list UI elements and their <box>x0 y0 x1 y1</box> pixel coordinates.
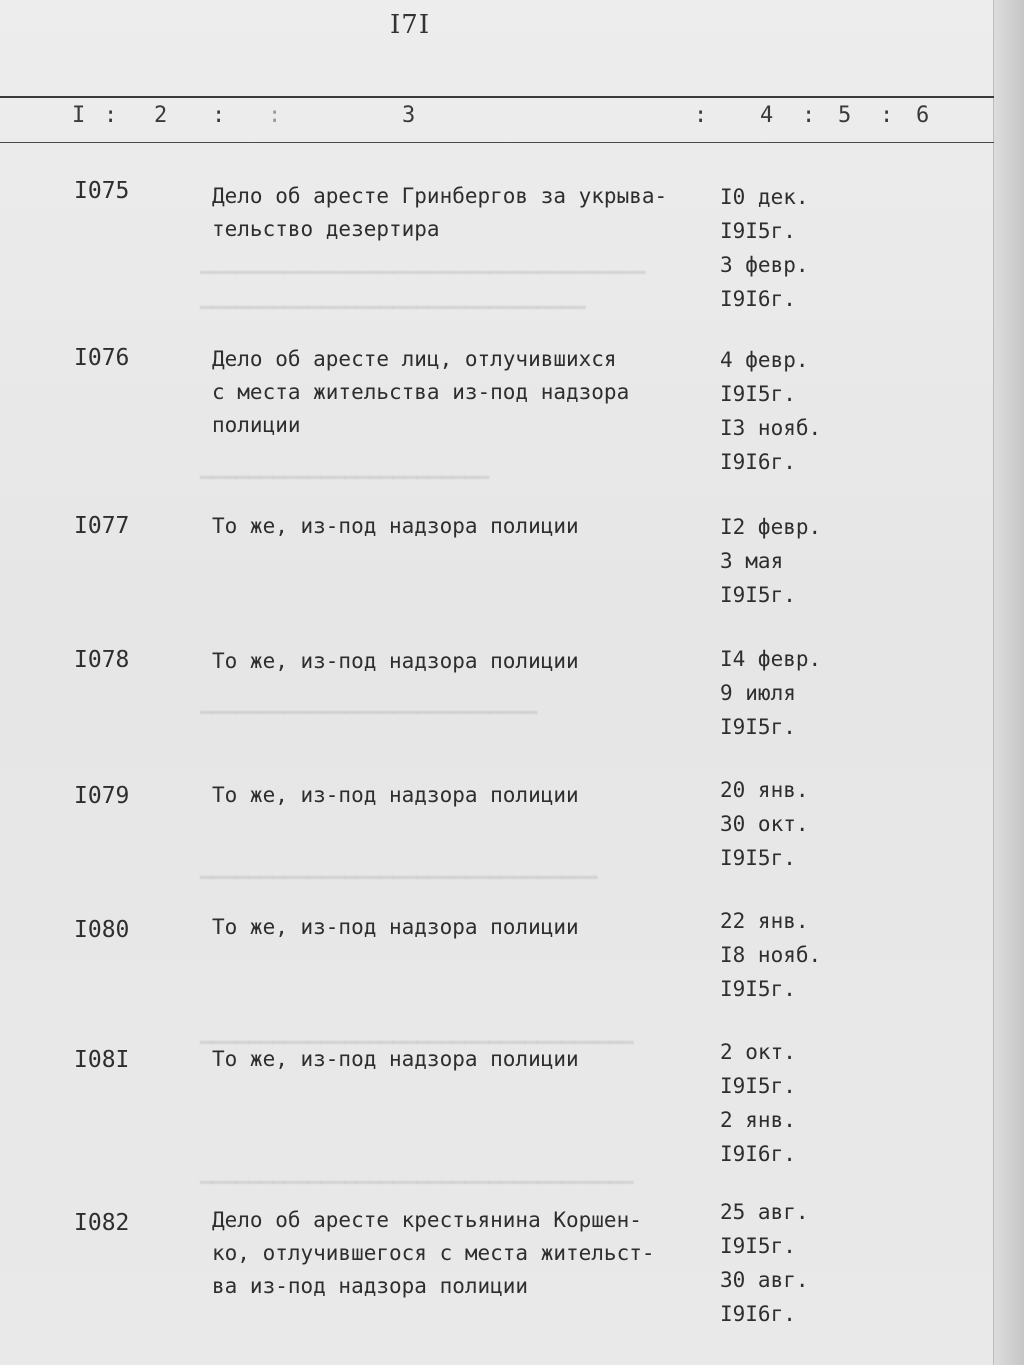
entry-dates <box>720 1035 850 1171</box>
bleed-through: ▁▁▁▁▁▁▁▁▁▁▁▁▁▁▁▁▁▁▁▁▁▁▁▁▁▁▁▁▁▁▁▁▁▁▁▁▁ <box>200 250 646 274</box>
page-edge <box>993 0 1024 1365</box>
column-header: : <box>694 103 708 128</box>
column-header: : <box>268 103 282 128</box>
column-header: 6 <box>916 103 930 128</box>
entry-title: То же, из-под надзора полиции <box>212 783 579 807</box>
entry-date: 25 авг. <box>720 1200 809 1224</box>
bleed-through: ▁▁▁▁▁▁▁▁▁▁▁▁▁▁▁▁▁▁▁▁▁▁▁▁▁▁▁▁▁▁▁▁▁▁▁▁ <box>200 1020 634 1044</box>
entry-date: I9I5г. <box>720 1234 796 1258</box>
entry-number: I082 <box>74 1210 130 1236</box>
entry-date: 3 февр. <box>720 253 809 277</box>
entry-dates <box>720 773 850 875</box>
entry-date: I9I6г. <box>720 1302 796 1326</box>
entry-date: I9I6г. <box>720 1142 796 1166</box>
entry-date: 2 янв. <box>720 1108 796 1132</box>
entry-date: 4 февр. <box>720 348 809 372</box>
column-header: : <box>880 103 894 128</box>
entry-date: I9I5г. <box>720 219 796 243</box>
entry-title: То же, из-под надзора полиции <box>212 1047 579 1071</box>
entry-dates <box>720 642 850 744</box>
entry-number: I075 <box>74 178 130 204</box>
entry-number: I078 <box>74 647 130 673</box>
bleed-through: ▁▁▁▁▁▁▁▁▁▁▁▁▁▁▁▁▁▁▁▁▁▁▁▁▁▁▁▁▁▁▁▁ <box>200 285 586 309</box>
entry-date: I9I5г. <box>720 846 796 870</box>
entry-date: 3 мая <box>720 549 784 573</box>
column-header: 2 <box>154 103 168 128</box>
entry-title: То же, из-под надзора полиции <box>212 649 579 673</box>
entry-dates <box>720 510 850 612</box>
entry-date: I9I5г. <box>720 977 796 1001</box>
header-rule-top <box>0 96 994 98</box>
entry-number: I077 <box>74 513 130 539</box>
page-number: I7I <box>390 10 431 40</box>
bleed-through: ▁▁▁▁▁▁▁▁▁▁▁▁▁▁▁▁▁▁▁▁▁▁▁▁ <box>200 455 489 479</box>
entry-number: I076 <box>74 345 130 371</box>
column-header: : <box>104 103 118 128</box>
entry-date: I9I5г. <box>720 715 796 739</box>
entry-date: I8 нояб. <box>720 943 822 967</box>
entry-title: Дело об аресте Гринбергов за укрыва- тельство дезертира <box>212 184 668 241</box>
entry-date: 2 окт. <box>720 1040 796 1064</box>
entry-date: I9I6г. <box>720 287 796 311</box>
column-header: 4 <box>760 103 774 128</box>
bleed-through: ▁▁▁▁▁▁▁▁▁▁▁▁▁▁▁▁▁▁▁▁▁▁▁▁▁▁▁▁ <box>200 690 538 714</box>
header-rule-bottom <box>0 142 994 143</box>
entry-number: I08I <box>74 1047 130 1073</box>
entry-title: То же, из-под надзора полиции <box>212 915 579 939</box>
entry-date: I9I5г. <box>720 382 796 406</box>
entry-date: 30 авг. <box>720 1268 809 1292</box>
column-header: 3 <box>402 103 416 128</box>
entry-dates <box>720 343 850 479</box>
column-header: I <box>72 103 86 128</box>
entry-date: 20 янв. <box>720 778 809 802</box>
bleed-through: ▁▁▁▁▁▁▁▁▁▁▁▁▁▁▁▁▁▁▁▁▁▁▁▁▁▁▁▁▁▁▁▁▁▁▁▁ <box>200 1160 634 1184</box>
column-header: : <box>212 103 226 128</box>
entry-dates <box>720 904 850 1006</box>
entry-date: I2 февр. <box>720 515 822 539</box>
entry-date: I4 февр. <box>720 647 822 671</box>
entry-date: 9 июля <box>720 681 796 705</box>
entry-date: 30 окт. <box>720 812 809 836</box>
entry-date: I0 дек. <box>720 185 809 209</box>
entry-date: I9I6г. <box>720 450 796 474</box>
entry-title: Дело об аресте лиц, отлучившихся с места жительства из-под надзора полиции <box>212 347 630 437</box>
entry-date: I9I5г. <box>720 583 796 607</box>
entry-number: I079 <box>74 783 130 809</box>
column-header: : <box>802 103 816 128</box>
bleed-through: ▁▁▁▁▁▁▁▁▁▁▁▁▁▁▁▁▁▁▁▁▁▁▁▁▁▁▁▁▁▁▁▁▁ <box>200 855 598 879</box>
entry-date: I3 нояб. <box>720 416 822 440</box>
entry-date: 22 янв. <box>720 909 809 933</box>
entry-dates <box>720 1195 850 1331</box>
column-header: 5 <box>838 103 852 128</box>
entry-number: I080 <box>74 917 130 943</box>
entry-date: I9I5г. <box>720 1074 796 1098</box>
entry-title: То же, из-под надзора полиции <box>212 514 579 538</box>
entry-title: Дело об аресте крестьянина Коршен- ко, отлучившегося с места жительст- ва из-под надзора полиции <box>212 1208 655 1298</box>
entry-dates <box>720 180 850 316</box>
